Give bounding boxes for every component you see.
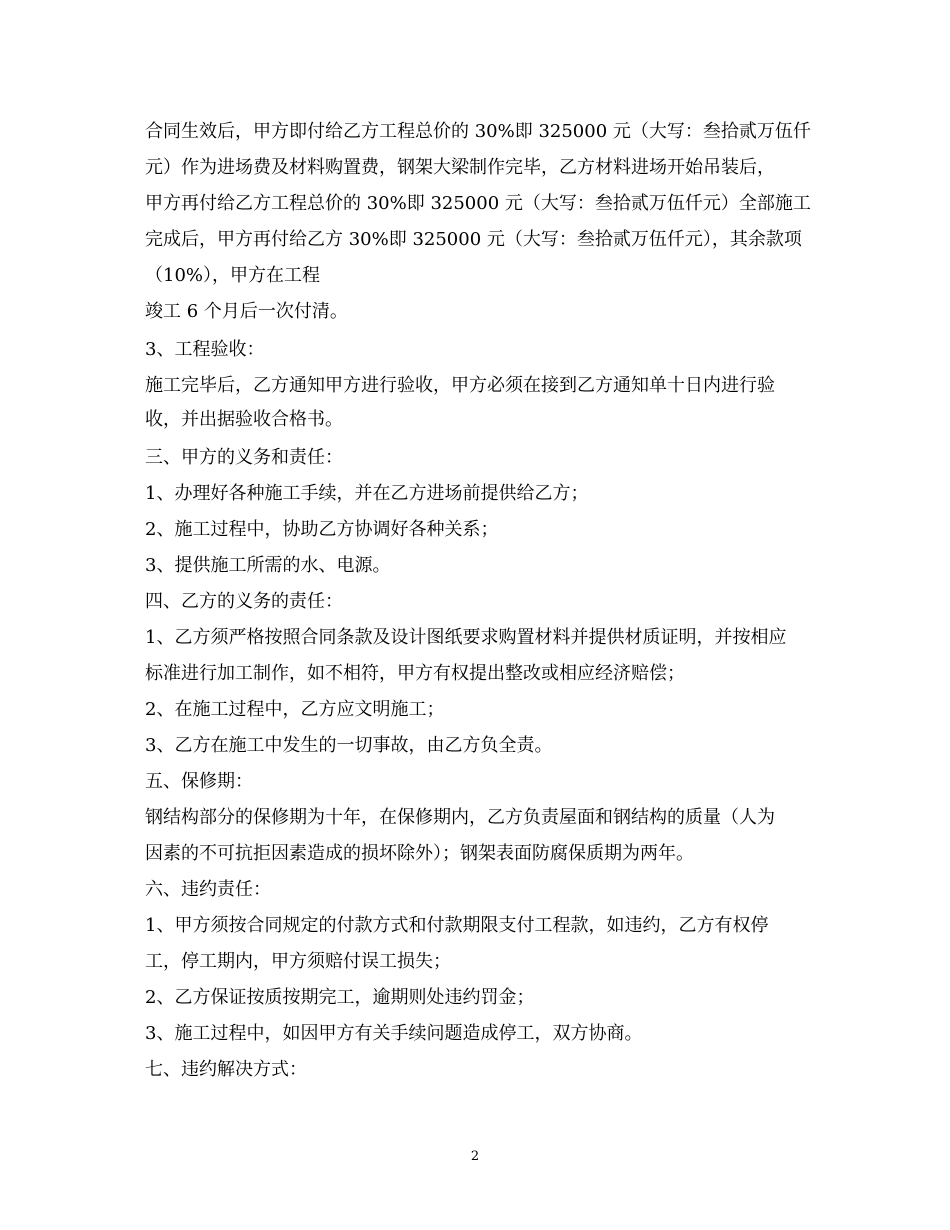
page-number: 2 — [470, 1149, 480, 1164]
text-line: 完成后，甲方再付给乙方 30%即 325000 元（大写：叁拾贰万伍仟元），其余款项 — [145, 229, 802, 250]
text-line: 甲方再付给乙方工程总价的 30%即 325000 元（大写：叁拾贰万伍仟元）全部施工 — [145, 193, 811, 214]
section-heading: 3、工程验收： — [145, 339, 265, 360]
list-item: 2、施工过程中，协助乙方协调好各种关系； — [145, 519, 499, 540]
text-line: 因素的不可抗拒因素造成的损坏除外）；钢架表面防腐保质期为两年。 — [145, 843, 694, 864]
section-heading: 六、违约责任： — [145, 879, 271, 900]
text-line: （10%），甲方在工程 — [145, 265, 321, 286]
list-item: 1、办理好各种施工手续，并在乙方进场前提供给乙方； — [145, 483, 589, 504]
list-item: 3、提供施工所需的水、电源。 — [145, 555, 391, 576]
text-line: 施工完毕后，乙方通知甲方进行验收，甲方必须在接到乙方通知单十日内进行验 — [145, 375, 775, 396]
text-line: 标准进行加工制作，如不相符，甲方有权提出整改或相应经济赔偿； — [145, 663, 685, 684]
text-line: 元）作为进场费及材料购置费，钢架大梁制作完毕，乙方材料进场开始吊装后， — [145, 157, 775, 178]
list-item: 1、甲方须按合同规定的付款方式和付款期限支付工程款，如违约，乙方有权停 — [145, 915, 769, 936]
text-line: 收，并出据验收合格书。 — [145, 409, 343, 430]
list-item: 2、在施工过程中，乙方应文明施工； — [145, 699, 445, 720]
list-item: 2、乙方保证按质按期完工，逾期则处违约罚金； — [145, 987, 535, 1008]
section-heading: 四、乙方的义务的责任： — [145, 591, 343, 612]
list-item: 1、乙方须严格按照合同条款及设计图纸要求购置材料并提供材质证明，并按相应 — [145, 627, 787, 648]
text-line: 钢结构部分的保修期为十年，在保修期内，乙方负责屋面和钢结构的质量（人为 — [145, 807, 775, 828]
list-item: 3、乙方在施工中发生的一切事故，由乙方负全责。 — [145, 735, 553, 756]
section-heading: 七、违约解决方式： — [145, 1059, 307, 1080]
text-line: 合同生效后，甲方即付给乙方工程总价的 30%即 325000 元（大写：叁拾贰万伍仟 — [145, 121, 811, 142]
section-heading: 五、保修期： — [145, 771, 253, 792]
list-item: 3、施工过程中，如因甲方有关手续问题造成停工，双方协商。 — [145, 1023, 643, 1044]
text-line: 竣工 6 个月后一次付清。 — [145, 301, 348, 322]
section-heading: 三、甲方的义务和责任： — [145, 447, 343, 468]
text-line: 工，停工期内，甲方须赔付误工损失； — [145, 951, 451, 972]
